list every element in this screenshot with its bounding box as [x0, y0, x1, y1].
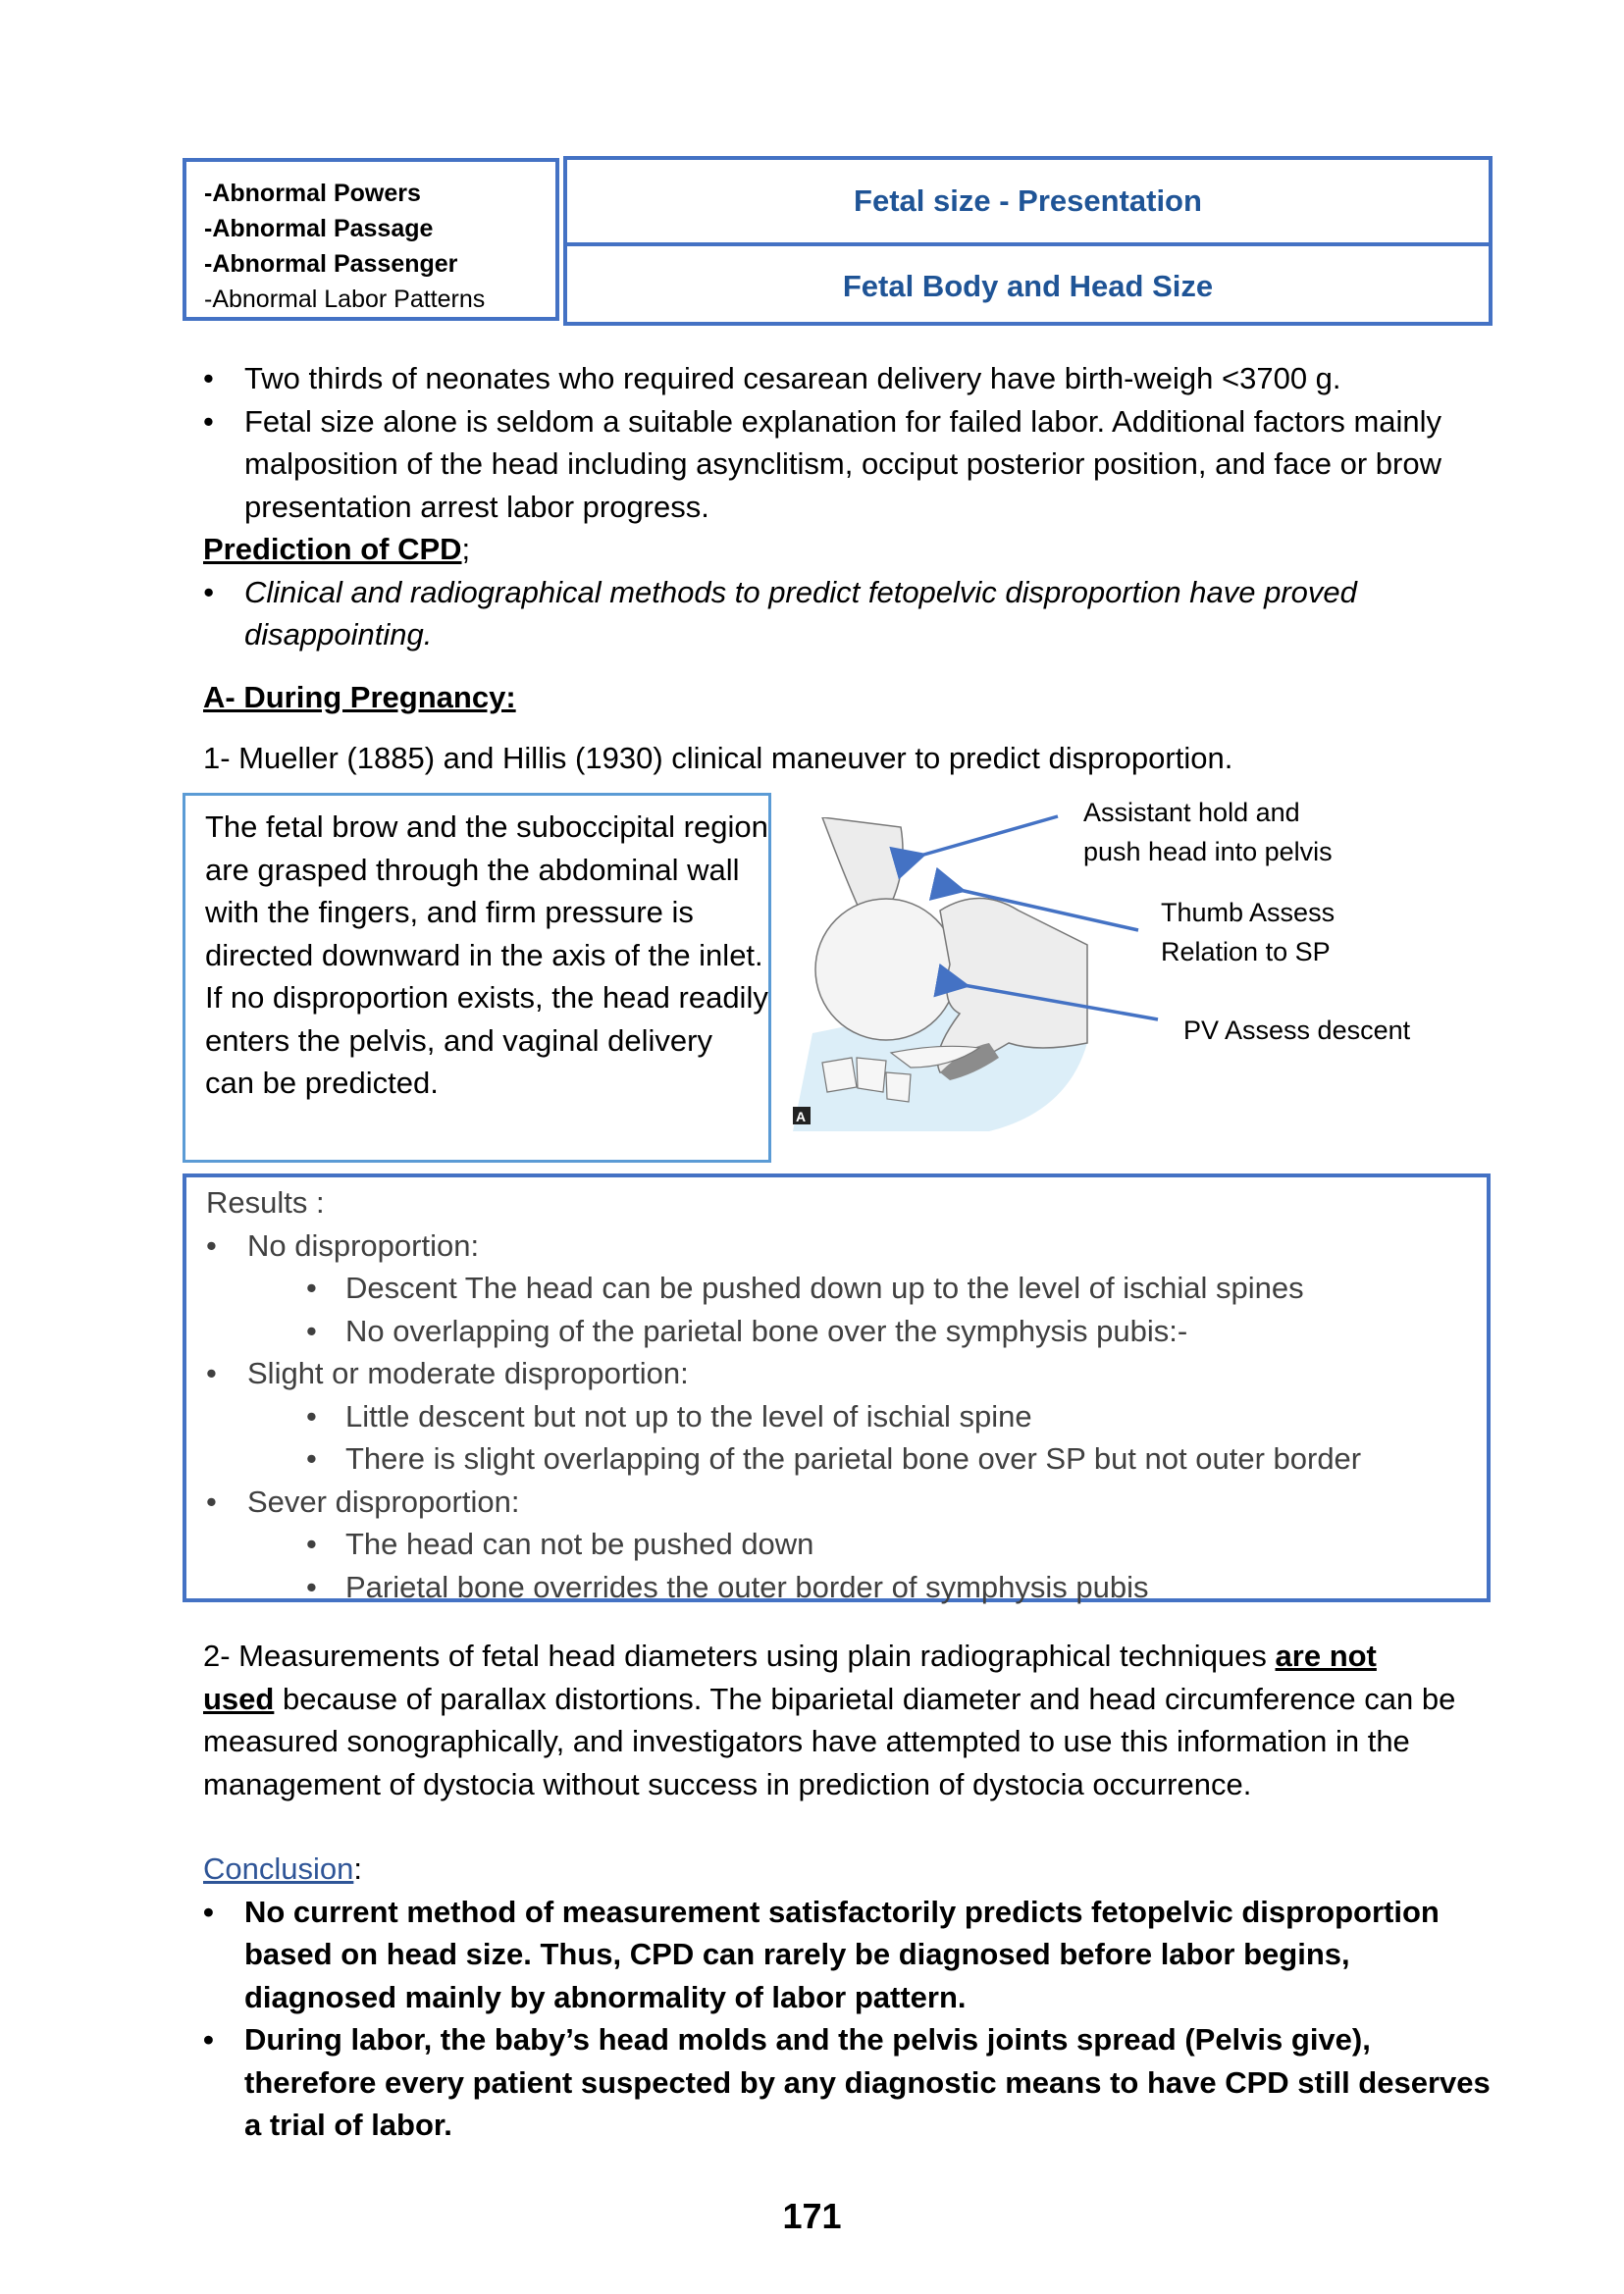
prediction-heading: Prediction of CPD: [203, 532, 462, 566]
prediction-heading-line: [203, 528, 1498, 571]
callout-label-pv: [1183, 1011, 1410, 1050]
measurements-text: 2- Measurements of fetal head diameters using plain radiographical techniques: [203, 1639, 1276, 1673]
conclusion-heading-line: [203, 1848, 1498, 1891]
panel-label: A: [796, 1109, 807, 1124]
arrow-icon: [964, 985, 1158, 1019]
result-item: • Parietal bone overrides the outer border of symphysis pubis: [206, 1566, 1487, 1609]
measurements-emphasis: are not: [1275, 1639, 1377, 1673]
result-group-label: • Sever disproportion:: [206, 1481, 1487, 1524]
result-group-label: • Slight or moderate disproportion:: [206, 1352, 1487, 1395]
result-item: • Descent The head can be pushed down up to the level of ischial spines: [206, 1267, 1487, 1310]
topic-list-box: [183, 158, 559, 321]
topic-abnormal-labor-patterns: -Abnormal Labor Patterns: [204, 286, 486, 313]
conclusion-bullet: • During labor, the baby’s head molds and the pelvis joints spread (Pelvis give), therefore every patient suspected by any diagnostic means to have CPD still deserves a trial of labor.: [203, 2018, 1498, 2147]
conclusion-heading: Conclusion: [203, 1851, 354, 1886]
section-subtitle: Fetal Body and Head Size: [842, 269, 1214, 303]
intro-bullet: • Two thirds of neonates who required cesarean delivery have birth-weigh <3700 g.: [203, 357, 1498, 400]
result-item: • Little descent but not up to the level of ischial spine: [206, 1395, 1487, 1438]
prediction-bullet: • Clinical and radiographical methods to predict fetopelvic disproportion have proved disappointing.: [203, 571, 1498, 656]
intro-section: [203, 357, 1498, 656]
arrow-icon: [920, 816, 1058, 856]
section-title: Fetal size - Presentation: [567, 160, 1489, 246]
callout-line: PV Assess descent: [1183, 1016, 1411, 1045]
conclusion-section: [203, 1848, 1498, 2147]
measurements-text: because of parallax distortions. The biparietal diameter and head circumference can be measured sonographically, and investigators have attempted to use this information in the management of dystocia without success in prediction of dystocia occurrence.: [203, 1681, 1456, 1801]
callout-line: Thumb Assess: [1161, 898, 1336, 927]
topic-abnormal-powers: -Abnormal Powers: [204, 180, 421, 207]
callout-line: Relation to SP: [1161, 937, 1331, 966]
result-item: • There is slight overlapping of the parietal bone over SP but not outer border: [206, 1437, 1487, 1481]
result-item: • The head can not be pushed down: [206, 1523, 1487, 1566]
conclusion-heading-suffix: :: [353, 1851, 362, 1886]
results-box: [183, 1173, 1491, 1602]
topic-abnormal-passenger: -Abnormal Passenger: [204, 250, 458, 278]
topic-abnormal-passage: -Abnormal Passage: [204, 215, 434, 242]
callout-label-thumb: [1161, 893, 1335, 971]
measurements-emphasis: used: [203, 1681, 275, 1716]
maneuver-description-box: The fetal brow and the suboccipital region are grasped through the abdominal wall with the fingers, and firm pressure is directed downward in the axis of the inlet. If no disproportion exists, the head readily enters the pelvis, and vaginal delivery can be predicted.: [183, 793, 771, 1163]
arrow-icon: [960, 890, 1138, 930]
result-group-label: • No disproportion:: [206, 1225, 1487, 1268]
conclusion-bullet: • No current method of measurement satisfactorily predicts fetopelvic disproportion based on head size. Thus, CPD can rarely be diagnosed before labor begins, diagnosed mainly by abnormality of labor pattern.: [203, 1891, 1498, 2019]
maneuver-item: 1- Mueller (1885) and Hillis (1930) clinical maneuver to predict disproportion.: [203, 741, 1233, 775]
callout-label-assistant: [1083, 793, 1333, 871]
callout-line: push head into pelvis: [1083, 837, 1333, 866]
result-item: • No overlapping of the parietal bone over the symphysis pubis:-: [206, 1310, 1487, 1353]
page-number: 171: [782, 2196, 842, 2236]
prediction-heading-suffix: ;: [461, 532, 471, 566]
measurements-paragraph: [203, 1635, 1493, 1805]
callout-line: Assistant hold and: [1083, 798, 1300, 827]
intro-bullet: • Fetal size alone is seldom a suitable explanation for failed labor. Additional factors mainly malposition of the head including asynclitism, occiput posterior position, and face or brow presentation arrest labor progress.: [203, 400, 1498, 529]
during-pregnancy-heading: A- During Pregnancy:: [203, 680, 516, 714]
results-title: Results :: [206, 1185, 325, 1220]
section-title-box: [563, 156, 1493, 326]
